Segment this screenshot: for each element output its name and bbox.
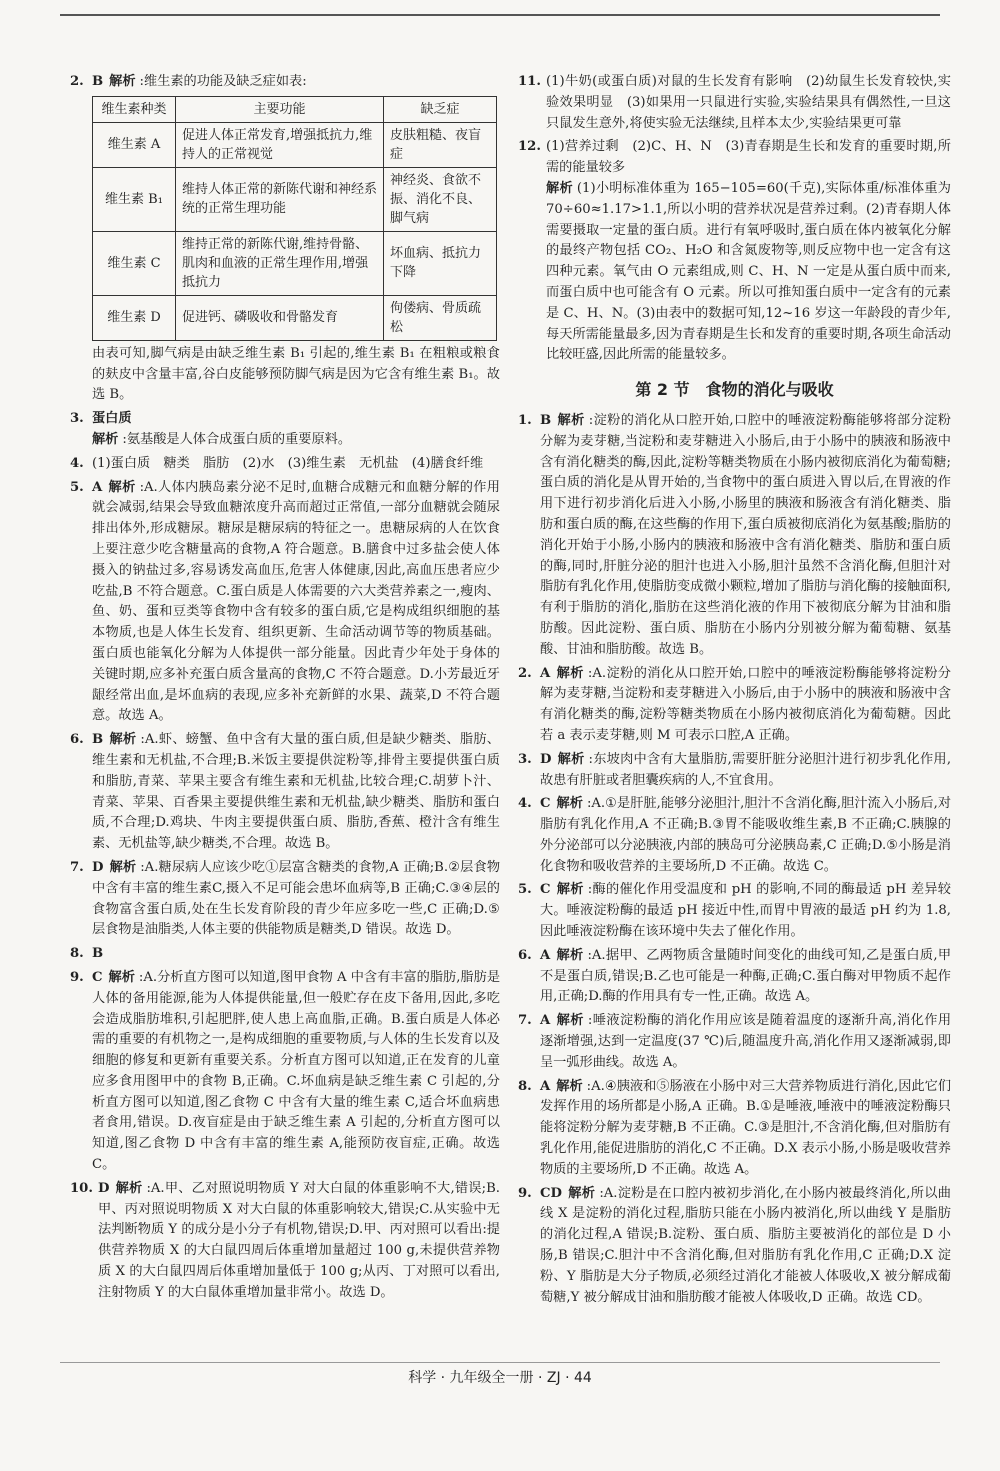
page-footer: 科学 · 九年级全一册 · ZJ · 44 bbox=[408, 1370, 592, 1386]
right-column bbox=[518, 72, 951, 1311]
analysis-label: 解析 bbox=[546, 180, 573, 196]
table-cell: 神经炎、食欲不振、消化不良、脚气病 bbox=[384, 167, 497, 231]
question-2-conclusion: 由表可知,脚气病是由缺乏维生素 B₁ 引起的,维生素 B₁ 在粗粮或粮食的麸皮中含量丰富,谷白皮能够预防脚气病是因为它含有维生素 B₁。故选 B。 bbox=[92, 345, 500, 403]
analysis-label: 解析 bbox=[115, 1180, 143, 1196]
top-rule bbox=[60, 14, 940, 16]
analysis-text: :东坡肉中含有大量脂肪,需要肝脏分泌胆汁进行初步乳化作用,故患有肝脏或者胆囊疾病的人,不宜食用。 bbox=[540, 751, 952, 788]
question-number: 10. bbox=[70, 1180, 93, 1196]
answer: C bbox=[92, 969, 103, 985]
table-header: 缺乏症 bbox=[384, 96, 497, 122]
table-row bbox=[93, 122, 497, 167]
table-row bbox=[93, 167, 497, 231]
answer-text: (1)牛奶(或蛋白质)对鼠的生长发育有影响 (2)幼鼠生长发育较快,实验效果明显 (3)如果用一只鼠进行实验,实验结果具有偶然性,一旦这只鼠发生意外,将使实验无法继续,且样本太少,实验结果更可靠 bbox=[546, 74, 951, 131]
question-number: 4. bbox=[518, 796, 532, 812]
question-s4 bbox=[518, 794, 951, 877]
question-6 bbox=[70, 730, 500, 855]
analysis-label: 解析 bbox=[556, 947, 584, 963]
question-s1 bbox=[518, 411, 951, 661]
analysis-text: :淀粉的消化从口腔开始,口腔中的唾液淀粉酶能够将部分淀粉分解为麦芽糖,当淀粉和麦芽糖进入小肠后,由于小肠中的胰液和肠液中含有消化糖类的酶,因此,淀粉等糖类物质在小肠内被彻底消化为葡萄糖;蛋白质的消化是从胃开始的,当食物中的蛋白质进入胃以后,在胃液的作用下进行初步消化后进入小肠,小肠里的胰液和肠液含有消化糖类、脂肪和蛋白质的酶,在这些酶的作用下,蛋白质被彻底消化为氨基酸;脂肪的消化开始于小肠,小肠内的胰液和肠液中含有消化糖类、脂肪和蛋白质的酶,同时,肝脏分泌的胆汁也进入小肠,胆汁虽然不含消化酶,但胆汁对脂肪有乳化作用,使脂肪变成微小颗粒,增加了脂肪与消化酶的接触面积,有利于脂肪的消化,脂肪在这些消化液的作用下被彻底分解为甘油和脂肪酸。因此淀粉、蛋白质、脂肪在小肠内分别被分解为葡萄糖、氨基酸、甘油和脂肪酸。故选 B。 bbox=[540, 412, 951, 657]
question-11 bbox=[518, 72, 951, 134]
table-cell: 维生素 D bbox=[93, 295, 176, 340]
question-s2 bbox=[518, 664, 951, 747]
table-cell: 维生素 B₁ bbox=[93, 167, 176, 231]
question-5 bbox=[70, 478, 500, 728]
table-row bbox=[93, 295, 497, 340]
question-9 bbox=[70, 968, 500, 1176]
question-number: 2. bbox=[518, 665, 532, 681]
analysis-text: (1)小明标准体重为 165−105=60(千克),实际体重/标准体重为 70÷60≈1.17>1.1,所以小明的营养状况是营养过剩。(2)青春期人体需要摄取一定量的蛋白质。进行有氧呼吸时,蛋白质在体内被氧化分解的最终产物包括 CO₂、H₂O 和含氮废物等,则反应物中也一定含有这四种元素。氧气由 O 元素组成,则 C、H、N 一定是从蛋白质中而来,而蛋白质中也可能含有 O 元素。所以可推知蛋白质中一定含有的元素是 C、H、N。(3)由表中的数据可知,12~16 岁这一年龄段的青少年,每天所需能量最多,因为青春期是生长和发育的重要时期,各项生命活动比较旺盛,因此所需的能量较多。 bbox=[546, 180, 951, 363]
question-s5 bbox=[518, 880, 951, 942]
question-4 bbox=[70, 454, 500, 475]
analysis-text: :A.①是肝脏,能够分泌胆汁,胆汁不含消化酶,胆汁流入小肠后,对脂肪有乳化作用,A 不正确;B.③胃不能吸收维生素,B 不正确;C.胰腺的外分泌部可以分泌胰液,内部的胰岛可分泌胰岛素,C 正确;D.⑤小肠是消化食物和吸收营养的主要场所,D 不正确。故选 C。 bbox=[540, 796, 952, 874]
analysis-label: 解析 bbox=[567, 1185, 596, 1201]
answer: B bbox=[92, 946, 104, 962]
table-cell: 维持人体正常的新陈代谢和神经系统的正常生理功能 bbox=[176, 167, 384, 231]
analysis-text: :A.淀粉是在口腔内被初步消化,在小肠内被最终消化,所以曲线 X 是淀粉的消化过程,脂肪只能在小肠内被消化,所以曲线 Y 是脂肪的消化过程,A 错误;B.淀粉、蛋白质、脂肪主要被消化的部位是 D 小肠,B 错误;C.胆汁中不含消化酶,但对脂肪有乳化作用,C 正确;D.X 淀粉、Y 脂肪是大分子物质,必须经过消化才能被人体吸收,X 被分解成葡萄糖,Y 被分解成甘油和脂肪酸才能被人体吸收,D 正确。故选 CD。 bbox=[540, 1185, 951, 1305]
question-s7 bbox=[518, 1011, 951, 1073]
analysis-label: 解析 bbox=[109, 859, 137, 875]
analysis-label: 解析 bbox=[556, 796, 583, 812]
left-column bbox=[70, 72, 500, 1307]
question-number: 3. bbox=[518, 751, 532, 767]
answer: A bbox=[92, 479, 103, 495]
analysis-text: :A.甲、乙对照说明物质 Y 对大白鼠的体重影响不大,错误;B.甲、丙对照说明物质 X 对大白鼠的体重影响较大,错误;C.从实验中无法判断物质 Y 的成分是小分子有机物,错误;D.甲、丙对照可以看出:提供营养物质 X 的大白鼠四周后体重增加量超过 100 g,未提供营养物质 X 的大白鼠四周后体重增加量低于 100 g;从丙、丁对照可以看出,注射物质 Y 的大白鼠体重增加量非常小。故选 D。 bbox=[98, 1180, 501, 1300]
table-cell: 促进人体正常发育,增强抵抗力,维持人的正常视觉 bbox=[176, 122, 384, 167]
answer: D bbox=[98, 1180, 110, 1196]
table-cell: 促进钙、磷吸收和骨骼发育 bbox=[176, 295, 384, 340]
answer: D bbox=[540, 751, 552, 767]
footer-rule bbox=[60, 1362, 940, 1363]
question-number: 4. bbox=[70, 455, 84, 471]
question-number: 5. bbox=[518, 882, 532, 898]
analysis-label: 解析 bbox=[108, 479, 136, 495]
analysis-label: 解析 bbox=[92, 431, 119, 447]
answer-text: (1)蛋白质 糖类 脂肪 (2)水 (3)维生素 无机盐 (4)膳食纤维 bbox=[92, 455, 484, 471]
analysis-label: 解析 bbox=[556, 1013, 584, 1029]
analysis-text: :唾液淀粉酶的消化作用应该是随着温度的逐渐升高,消化作用逐渐增强,达到一定温度(37 ℃)后,随温度升高,消化作用又逐渐减弱,即呈一弧形曲线。故选 A。 bbox=[540, 1013, 952, 1070]
question-number: 5. bbox=[70, 479, 84, 495]
question-8 bbox=[70, 944, 500, 965]
question-number: 7. bbox=[70, 859, 84, 875]
answer: C bbox=[540, 796, 551, 812]
analysis-text: :A.人体内胰岛素分泌不足时,血糖合成糖元和血糖分解的作用就会减弱,结果会导致血糖浓度升高而超过正常值,一部分血糖就会随尿排出体外,形成糖尿。糖尿是糖尿病的特征之一。患糖尿病的人在饮食上要注意少吃含糖量高的食物,A 符合题意。B.膳食中过多盐会使人体摄入的钠盐过多,容易诱发高血压,危害人体健康,因此,高血压患者应少吃盐,B 不符合题意。C.蛋白质是人体需要的六大类营养素之一,瘦肉、鱼、奶、蛋和豆类等食物中含有较多的蛋白质,它是构成组织细胞的基本物质,也是人体生长发育、组织更新、生命活动调节等的物质基础。蛋白质也能氧化分解为人体提供一部分能量。因此青少年处于身体的关键时期,应多补充蛋白质含量高的食物,C 不符合题意。D.小芳最近牙龈经常出血,是坏血病的表现,应多补充新鲜的水果、蔬菜,D 不符合题意。故选 A。 bbox=[92, 479, 500, 724]
question-s8 bbox=[518, 1077, 951, 1181]
answer-text: (1)营养过剩 (2)C、H、N (3)青春期是生长和发育的重要时期,所需的能量较多 bbox=[546, 139, 951, 176]
answer: B bbox=[92, 732, 104, 748]
analysis-text: :酶的催化作用受温度和 pH 的影响,不同的酶最适 pH 差异较大。唾液淀粉酶的最适 pH 接近中性,而胃中胃液的最适 pH 约为 1.8,因此唾液淀粉酶在该环境中失去了催化作用。 bbox=[540, 882, 951, 940]
answer: A bbox=[540, 1013, 551, 1029]
question-2 bbox=[70, 72, 500, 93]
table-cell: 维生素 A bbox=[93, 122, 176, 167]
question-number: 3. bbox=[70, 411, 84, 427]
analysis-text: :A.虾、螃蟹、鱼中含有大量的蛋白质,但是缺少糖类、脂肪、维生素和无机盐,不合理;B.米饭主要提供淀粉等,排骨主要提供蛋白质和脂肪,青菜、苹果主要含有维生素和无机盐,比较合理;C.胡萝卜汁、青菜、苹果、百香果主要提供维生素和无机盐,缺少糖类、脂肪和蛋白质,不合理;D.鸡块、牛肉主要提供蛋白质、脂肪,香蕉、橙汁含有维生素、无机盐等,缺少糖类,不合理。故选 B。 bbox=[92, 732, 500, 852]
question-3 bbox=[70, 409, 500, 451]
answer: CD bbox=[540, 1185, 562, 1201]
answer: A bbox=[540, 1078, 551, 1094]
table-row bbox=[93, 231, 497, 295]
answer: A bbox=[540, 665, 551, 681]
question-number: 8. bbox=[518, 1078, 532, 1094]
question-12 bbox=[518, 137, 951, 366]
question-number: 7. bbox=[518, 1013, 532, 1029]
question-number: 8. bbox=[70, 946, 84, 962]
question-7 bbox=[70, 858, 500, 941]
analysis-text: :氨基酸是人体合成蛋白质的重要原料。 bbox=[122, 431, 352, 447]
analysis-label: 解析 bbox=[556, 1078, 583, 1094]
analysis-text: :A.据甲、乙两物质含量随时间变化的曲线可知,乙是蛋白质,甲不是蛋白质,错误;B.乙也可能是一种酶,正确;C.蛋白酶对甲物质不起作用,正确;D.酶的作用具有专一性,正确。故选 A。 bbox=[540, 947, 952, 1005]
analysis-label: 解析 bbox=[557, 751, 585, 767]
table-header: 维生素种类 bbox=[93, 96, 176, 122]
question-number: 6. bbox=[70, 732, 84, 748]
question-s9 bbox=[518, 1184, 951, 1309]
table-header: 主要功能 bbox=[176, 96, 384, 122]
analysis-text: :A.④胰液和⑤肠液在小肠中对三大营养物质进行消化,因此它们发挥作用的场所都是小肠,A 正确。B.①是唾液,唾液中的唾液淀粉酶只能将淀粉分解为麦芽糖,B 不正确。C.③是胆汁,不含消化酶,但对脂肪有乳化作用,能促进脂肪的消化,C 不正确。D.X 表示小肠,小肠是吸收营养物质的主要场所,D 不正确。故选 A。 bbox=[540, 1078, 952, 1177]
question-s3 bbox=[518, 750, 951, 792]
table-cell: 坏血病、抵抗力下降 bbox=[384, 231, 497, 295]
analysis-label: 解析 bbox=[109, 732, 137, 748]
analysis-text: :A.糖尿病人应该少吃①层富含糖类的食物,A 正确;B.②层食物中含有丰富的维生素C,摄入不足可能会患坏血病等,B 正确;C.③④层的食物富含蛋白质,处在生长发育阶段的青少年应多吃一些,C 正确;D.⑤层食物是油脂类,人体主要的供能物质是糖类,D 错误。故选 D。 bbox=[92, 859, 501, 938]
question-number: 9. bbox=[518, 1185, 532, 1201]
answer: C bbox=[540, 882, 551, 898]
question-number: 1. bbox=[518, 412, 532, 428]
analysis-label: 解析 bbox=[108, 969, 135, 985]
question-10 bbox=[70, 1179, 500, 1304]
analysis-text: :维生素的功能及缺乏症如表: bbox=[139, 74, 307, 89]
question-number: 2. bbox=[70, 74, 84, 89]
analysis-label: 解析 bbox=[556, 665, 584, 681]
section-title: 第 2 节 食物的消化与吸收 bbox=[635, 380, 834, 400]
question-number: 11. bbox=[518, 74, 541, 89]
table-cell: 维生素 C bbox=[93, 231, 176, 295]
question-number: 6. bbox=[518, 947, 532, 963]
analysis-text: :A.分析直方图可以知道,图甲食物 A 中含有丰富的脂肪,脂肪是人体的备用能源,能为人体提供能量,但一般贮存在皮下备用,因此,多吃会造成脂肪堆积,引起肥胖,使人患上高血脂,正确。B.蛋白质是人体必需的重要的有机物之一,是构成细胞的重要物质,与人体的生长发育以及细胞的修复和更新有重要关系。分析直方图可以知道,正在发育的儿童应多食用图甲中的食物 B,正确。C.坏血病是缺乏维生素 C 引起的,分析直方图可以知道,图乙食物 C 中含有大量的维生素 C,适合坏血病患者食用,错误。D.夜盲症是由于缺乏维生素 A 引起的,分析直方图可以知道,图乙食物 D 中含有丰富的维生素 A,能预防夜盲症,正确。故选 C。 bbox=[92, 969, 501, 1173]
table-cell: 维持正常的新陈代谢,维持骨骼、肌肉和血液的正常生理作用,增强抵抗力 bbox=[176, 231, 384, 295]
question-number: 12. bbox=[518, 139, 541, 155]
answer: B bbox=[540, 412, 552, 428]
vitamin-table bbox=[92, 96, 497, 341]
table-cell: 皮肤粗糙、夜盲症 bbox=[384, 122, 497, 167]
answer: 蛋白质 bbox=[92, 411, 132, 427]
table-cell: 佝偻病、骨质疏松 bbox=[384, 295, 497, 340]
analysis-text: :A.淀粉的消化从口腔开始,口腔中的唾液淀粉酶能够将淀粉分解为麦芽糖,当淀粉和麦芽糖进入小肠后,由于小肠中的胰液和肠液中含有消化糖类的酶,淀粉等糖类物质在小肠内被彻底消化为葡萄糖。因此若 a 表示麦芽糖,则 M 可表示口腔,A 正确。 bbox=[540, 665, 951, 743]
analysis-label: 解析 bbox=[556, 882, 584, 898]
answer: B bbox=[92, 74, 104, 89]
question-number: 9. bbox=[70, 969, 84, 985]
question-s6 bbox=[518, 946, 951, 1008]
answer: D bbox=[92, 859, 104, 875]
answer: A bbox=[540, 947, 551, 963]
table-header-row bbox=[93, 96, 497, 122]
analysis-label: 解析 bbox=[557, 412, 585, 428]
analysis-label: 解析 bbox=[109, 74, 136, 89]
